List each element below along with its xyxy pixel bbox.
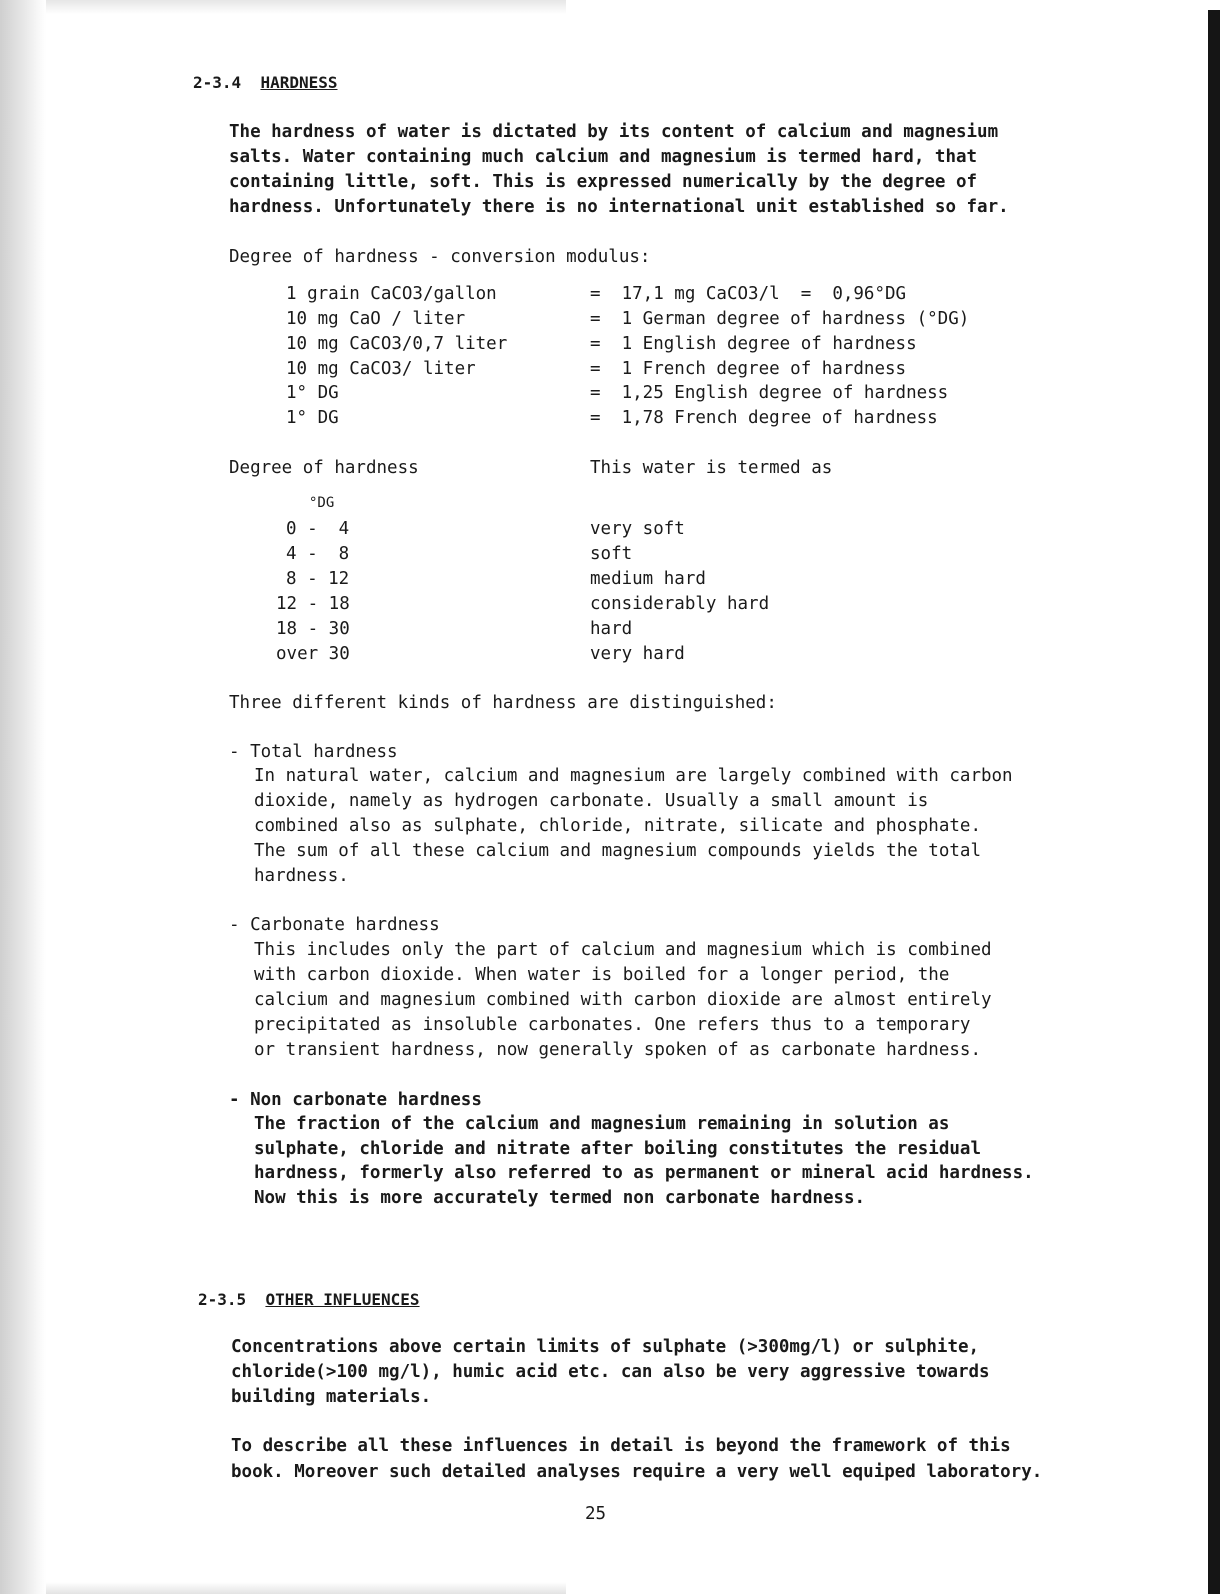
paragraph-line: building materials.	[231, 1387, 432, 1407]
section-number: 2-3.4	[193, 73, 242, 92]
section-heading-other	[198, 1289, 420, 1311]
term-cell: medium hard	[590, 569, 706, 589]
conversion-left: 10 mg CaCO3/0,7 liter	[286, 334, 508, 354]
scan-border-right	[1208, 10, 1220, 1594]
term-cell: very soft	[590, 519, 685, 539]
kind-line: Now this is more accurately termed non carbonate hardness.	[254, 1188, 866, 1208]
range-cell: 18 - 30	[276, 619, 350, 639]
paragraph-line: salts. Water containing much calcium and magnesium is termed hard, that	[229, 147, 978, 167]
conversion-right: = 1,78 French degree of hardness	[590, 408, 938, 428]
scan-shadow-left	[0, 0, 46, 1594]
kind-line: combined also as sulphate, chloride, nitrate, silicate and phosphate.	[254, 816, 981, 836]
kind-line: hardness, formerly also referred to as permanent or mineral acid hardness.	[254, 1163, 1034, 1183]
term-cell: soft	[590, 544, 633, 564]
range-cell: 4 - 8	[286, 544, 350, 564]
kind-line: hardness.	[254, 866, 349, 886]
section-heading-hardness	[193, 72, 338, 94]
section-number: 2-3.5	[198, 1290, 247, 1309]
kind-line: The sum of all these calcium and magnesium compounds yields the total	[254, 841, 981, 861]
conversion-right: = 17,1 mg CaCO3/l = 0,96°DG	[590, 284, 907, 304]
term-cell: considerably hard	[590, 594, 770, 614]
range-cell: 0 - 4	[286, 519, 350, 539]
term-cell: hard	[590, 619, 633, 639]
paragraph-line: Concentrations above certain limits of sulphate (>300mg/l) or sulphite,	[231, 1337, 980, 1357]
kind-line: or transient hardness, now generally spoken of as carbonate hardness.	[254, 1040, 981, 1060]
paragraph-line: hardness. Unfortunately there is no international unit established so far.	[229, 197, 1009, 217]
paragraph-line: To describe all these influences in detail is beyond the framework of this	[231, 1436, 1011, 1456]
paragraph-line: book. Moreover such detailed analyses require a very well equiped laboratory.	[231, 1462, 1043, 1482]
range-cell: 12 - 18	[276, 594, 350, 614]
classification-header-term: This water is termed as	[590, 458, 833, 478]
conversion-left: 10 mg CaO / liter	[286, 309, 466, 329]
scan-shadow-bottom	[46, 1582, 566, 1594]
page-number: 25	[585, 1504, 607, 1524]
paragraph-line: The hardness of water is dictated by its content of calcium and magnesium	[229, 122, 999, 142]
section-title: HARDNESS	[260, 73, 338, 92]
kind-line: precipitated as insoluble carbonates. One refers thus to a temporary	[254, 1015, 971, 1035]
conversion-right: = 1 English degree of hardness	[590, 334, 917, 354]
kind-title: - Non carbonate hardness	[229, 1090, 482, 1110]
kind-line: The fraction of the calcium and magnesium remaining in solution as	[254, 1114, 950, 1134]
section-title: OTHER INFLUENCES	[265, 1290, 420, 1309]
conversion-left: 1° DG	[286, 383, 339, 403]
kind-line: with carbon dioxide. When water is boiled for a longer period, the	[254, 965, 950, 985]
kind-line: calcium and magnesium combined with carbon dioxide are almost entirely	[254, 990, 992, 1010]
conversion-left: 1° DG	[286, 408, 339, 428]
kinds-intro: Three different kinds of hardness are distinguished:	[229, 693, 777, 713]
term-cell: very hard	[590, 644, 685, 664]
conversion-left: 10 mg CaCO3/ liter	[286, 359, 476, 379]
conversion-right: = 1 French degree of hardness	[590, 359, 907, 379]
range-cell: over 30	[276, 644, 350, 664]
paragraph-line: chloride(>100 mg/l), humic acid etc. can also be very aggressive towards	[231, 1362, 990, 1382]
kind-line: This includes only the part of calcium and magnesium which is combined	[254, 940, 992, 960]
kind-line: In natural water, calcium and magnesium are largely combined with carbon	[254, 766, 1013, 786]
conversion-right: = 1,25 English degree of hardness	[590, 383, 949, 403]
classification-unit: °DG	[309, 495, 335, 511]
classification-header-degree: Degree of hardness	[229, 458, 419, 478]
paragraph-line: containing little, soft. This is expressed numerically by the degree of	[229, 172, 978, 192]
conversion-right: = 1 German degree of hardness (°DG)	[590, 309, 970, 329]
kind-title: - Total hardness	[229, 742, 398, 762]
range-cell: 8 - 12	[286, 569, 350, 589]
kind-line: dioxide, namely as hydrogen carbonate. Usually a small amount is	[254, 791, 929, 811]
conversion-heading: Degree of hardness - conversion modulus:	[229, 247, 651, 267]
conversion-left: 1 grain CaCO3/gallon	[286, 284, 497, 304]
kind-title: - Carbonate hardness	[229, 915, 440, 935]
scan-shadow-top	[46, 0, 566, 14]
kind-line: sulphate, chloride and nitrate after boiling constitutes the residual	[254, 1139, 981, 1159]
